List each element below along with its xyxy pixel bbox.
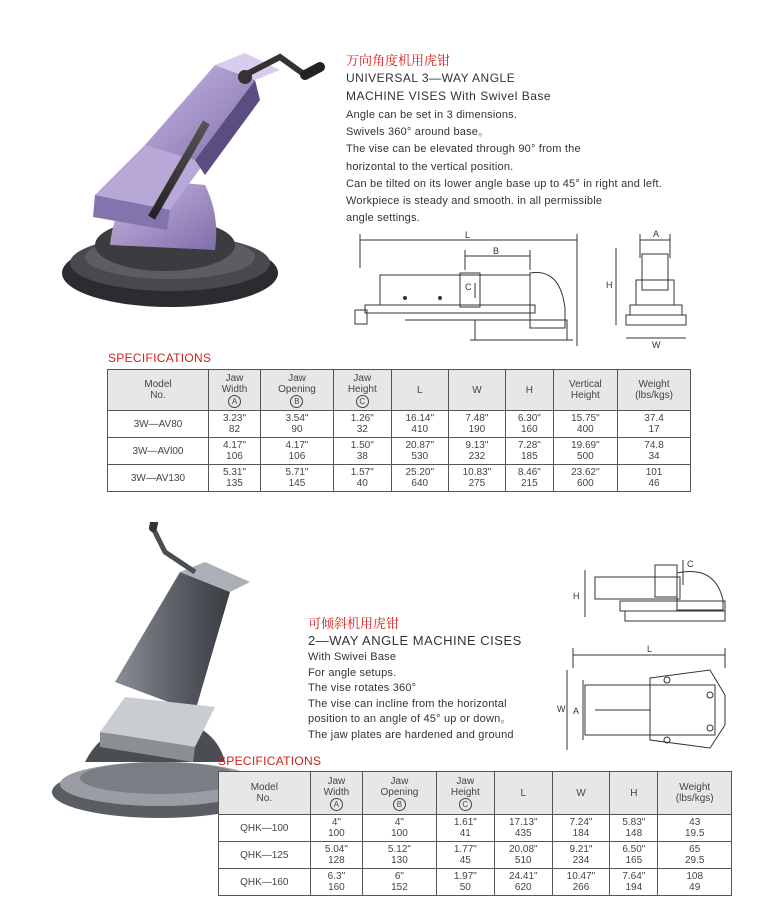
col-W: W bbox=[552, 772, 610, 815]
col-L: L bbox=[494, 772, 552, 815]
desc-line: horizontal to the vertical position. bbox=[346, 160, 514, 173]
product1-description bbox=[346, 107, 746, 227]
product1-spec-table bbox=[107, 369, 691, 492]
desc-line: For angle setups. bbox=[308, 666, 397, 679]
col-W: W bbox=[448, 370, 505, 411]
dim-label-L: L bbox=[465, 230, 471, 240]
col-jaw-width: Jaw Width A bbox=[208, 370, 260, 411]
table-row: QHK—125 5.04" 128 5.12" 130 1.77" 45 20.08" 510 9.21" 234 6.50" 165 65 29.5 bbox=[219, 842, 732, 869]
dim-label-A: A bbox=[573, 706, 580, 716]
col-jaw-height: Jaw Height C bbox=[436, 772, 494, 815]
desc-line: With Swivei Base bbox=[308, 651, 397, 663]
dim-label-L: L bbox=[647, 644, 653, 654]
col-L: L bbox=[391, 370, 448, 411]
col-model: Model No. bbox=[219, 772, 311, 815]
dim-label-W: W bbox=[557, 704, 566, 714]
col-weight: Weight (lbs/kgs) bbox=[658, 772, 732, 815]
dim-label-H: H bbox=[606, 280, 613, 290]
desc-line: Angle can be set in 3 dimensions. bbox=[346, 109, 518, 121]
table-row: QHK—160 6.3" 160 6" 152 1.97" 50 24.41" 620 10.47" 266 7.64" 194 108 49 bbox=[219, 869, 732, 896]
dim-label-B: B bbox=[493, 246, 500, 256]
desc-line: The vise can be elevated through 90° from the bbox=[346, 143, 581, 156]
desc-line: Swivels 360° around base。 bbox=[346, 126, 490, 139]
product1-title-cn: 万向角度机用虎钳 bbox=[346, 54, 451, 69]
product2-top-diagram bbox=[555, 640, 740, 760]
col-vertical-height: Vertical Height bbox=[553, 370, 617, 411]
product1-spec-heading: SPECIFICATIONS bbox=[108, 351, 212, 365]
dim-label-C: C bbox=[687, 559, 694, 569]
dim-label-A: A bbox=[653, 229, 660, 239]
table-row: QHK—100 4" 100 4" 100 1.61" 41 17.13" 435 7.24" 184 5.83" 148 43 19.5 bbox=[219, 815, 732, 842]
table-row: 3W—AVl00 4.17" 106 4.17" 106 1.50" 38 20.87" 530 9.13" 232 7.28" 185 19.69" 500 74.8 34 bbox=[108, 438, 691, 465]
dim-label-W: W bbox=[652, 340, 661, 350]
product2-title-cn: 可倾斜机用虎钳 bbox=[308, 617, 400, 632]
product1-end-diagram bbox=[598, 228, 698, 353]
product1-title-en-line2: MACHINE VISES With Swivel Base bbox=[346, 89, 552, 103]
desc-line: angle settings. bbox=[346, 212, 420, 225]
col-jaw-width: Jaw Width A bbox=[310, 772, 363, 815]
desc-line: Workpiece is steady and smooth. in all permissible bbox=[346, 195, 603, 208]
dim-label-H: H bbox=[573, 591, 580, 601]
table-row: 3W—AV80 3.23" 82 3.54" 90 1.26" 32 16.14" 410 7.48" 190 6.30" 160 15.75" 400 37.4 17 bbox=[108, 411, 691, 438]
col-jaw-opening: Jaw Opening B bbox=[261, 370, 334, 411]
universal-vise-photo bbox=[55, 45, 340, 315]
product2-side-diagram bbox=[565, 555, 740, 630]
dim-label-C: C bbox=[465, 282, 472, 292]
col-jaw-height: Jaw Height C bbox=[333, 370, 391, 411]
desc-line: The vise rotates 360° bbox=[308, 682, 417, 694]
product1-title-en-line1: UNIVERSAL 3—WAY ANGLE bbox=[346, 71, 516, 85]
table-row: 3W—AV130 5.31" 135 5.71" 145 1.57" 40 25.20" 640 10.83" 275 8.46" 215 23.62" 600 101 46 bbox=[108, 465, 691, 492]
desc-line: The jaw plates are hardened and ground bbox=[308, 728, 514, 741]
col-H: H bbox=[610, 772, 658, 815]
product2-spec-table bbox=[218, 771, 732, 896]
product2-spec-heading: SPECIFICATIONS bbox=[218, 754, 322, 768]
desc-line: Can be tilted on its lower angle base up to 45° in right and left. bbox=[346, 177, 663, 190]
desc-line: position to an angle of 45° up or down。 bbox=[308, 713, 512, 725]
col-weight: Weight (lbs/kgs) bbox=[618, 370, 691, 411]
desc-line: The vise can incline from the horizontal bbox=[308, 697, 507, 710]
product2-title-en: 2—WAY ANGLE MACHINE CISES bbox=[308, 633, 522, 648]
col-jaw-opening: Jaw Opening B bbox=[363, 772, 437, 815]
product2-description bbox=[308, 650, 568, 743]
col-model: Model No. bbox=[108, 370, 209, 411]
col-H: H bbox=[506, 370, 554, 411]
product1-side-diagram bbox=[325, 228, 590, 353]
